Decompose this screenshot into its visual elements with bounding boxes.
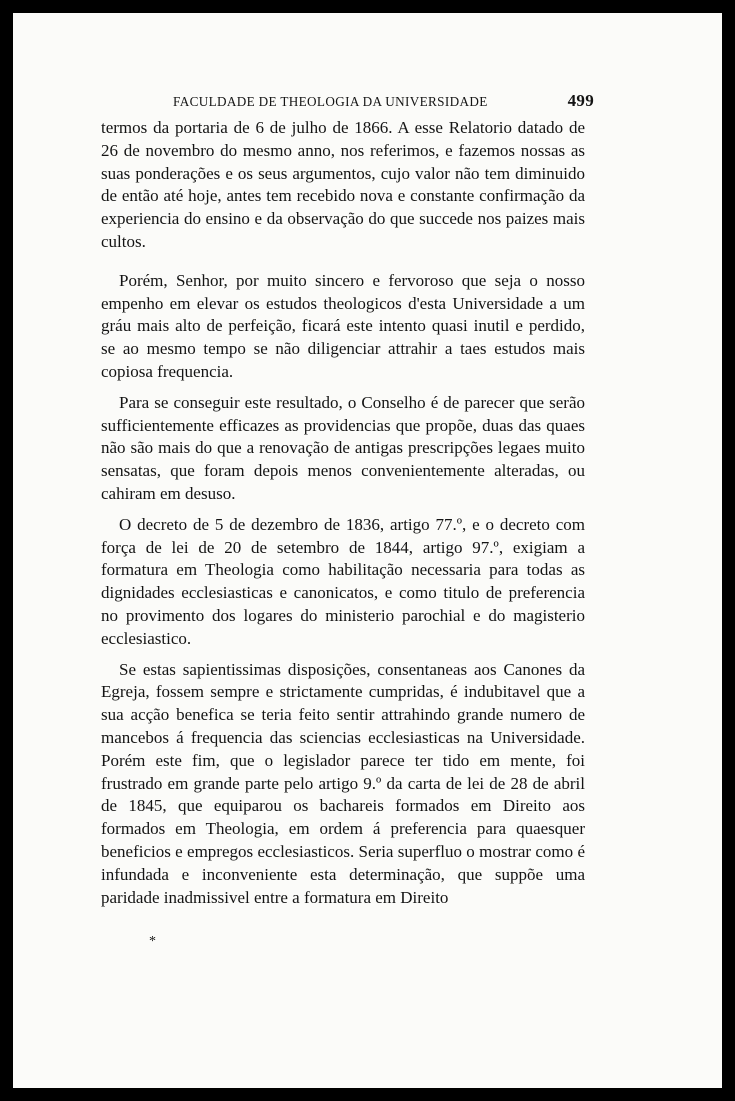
paragraph: termos da portaria de 6 de julho de 1866. A esse Relatorio datado de 26 de novembro do mesmo anno, nos referimos, e fazemos nossas as suas ponderações e os seus argumentos, cujo valor não tem diminuido de então até hoje, antes tem recebido nova e constante confirmação da experiencia do ensino e da observação do que succede nos paizes mais cultos. — [101, 118, 585, 251]
footer-mark: * — [149, 934, 156, 949]
running-title: FACULDADE DE THEOLOGIA DA UNIVERSIDADE — [173, 94, 488, 109]
book-page — [13, 13, 722, 1088]
paragraph: Porém, Senhor, por muito sincero e fervoroso que seja o nosso empenho em elevar os estudos theologicos d'esta Universidade a um gráu mais alto de perfeição, ficará este intento quasi inutil e perdido, se ao mesmo tempo se não diligenciar attrahir a taes estudos mais copiosa frequencia. — [101, 270, 585, 381]
body-text — [101, 117, 585, 925]
paragraph: Se estas sapientissimas disposições, consentaneas aos Canones da Egreja, fossem sempre e strictamente cumpridas, é indubitavel que a sua acção benefica se teria feito sentir attrahindo grande numero de mancebos á frequencia das sciencias ecclesiasticas na Universidade. Porém este fim, que o legislador parece ter tido em mente, foi frustrado em grande parte pelo artigo 9.º da carta de lei de 28 de abril de 1845, que equiparou os bachareis formados em Direito aos formados em Theologia, em ordem á preferencia para quaesquer beneficios e empregos ecclesiasticos. Seria superfluo o mostrar como é infundada e inconveniente esta determinação, que suppõe uma paridade inadmissivel entre a formatura em Direito — [101, 659, 585, 907]
page-header — [173, 91, 594, 119]
page-number: 499 — [567, 91, 594, 110]
paragraph: Para se conseguir este resultado, o Conselho é de parecer que serão sufficientemente efficazes as providencias que propõe, duas das quaes não são mais do que a renovação de antigas prescripções legaes muito sensatas, que foram depois menos convenientemente alteradas, ou cahiram em desuso. — [101, 392, 585, 503]
paragraph: O decreto de 5 de dezembro de 1836, artigo 77.º, e o decreto com força de lei de 20 de setembro de 1844, artigo 97.º, exigiam a formatura em Theologia como habilitação necessaria para todas as dignidades ecclesiasticas e canonicatos, e como titulo de preferencia no provimento dos logares do ministerio parochial e do magisterio ecclesiastico. — [101, 514, 585, 648]
